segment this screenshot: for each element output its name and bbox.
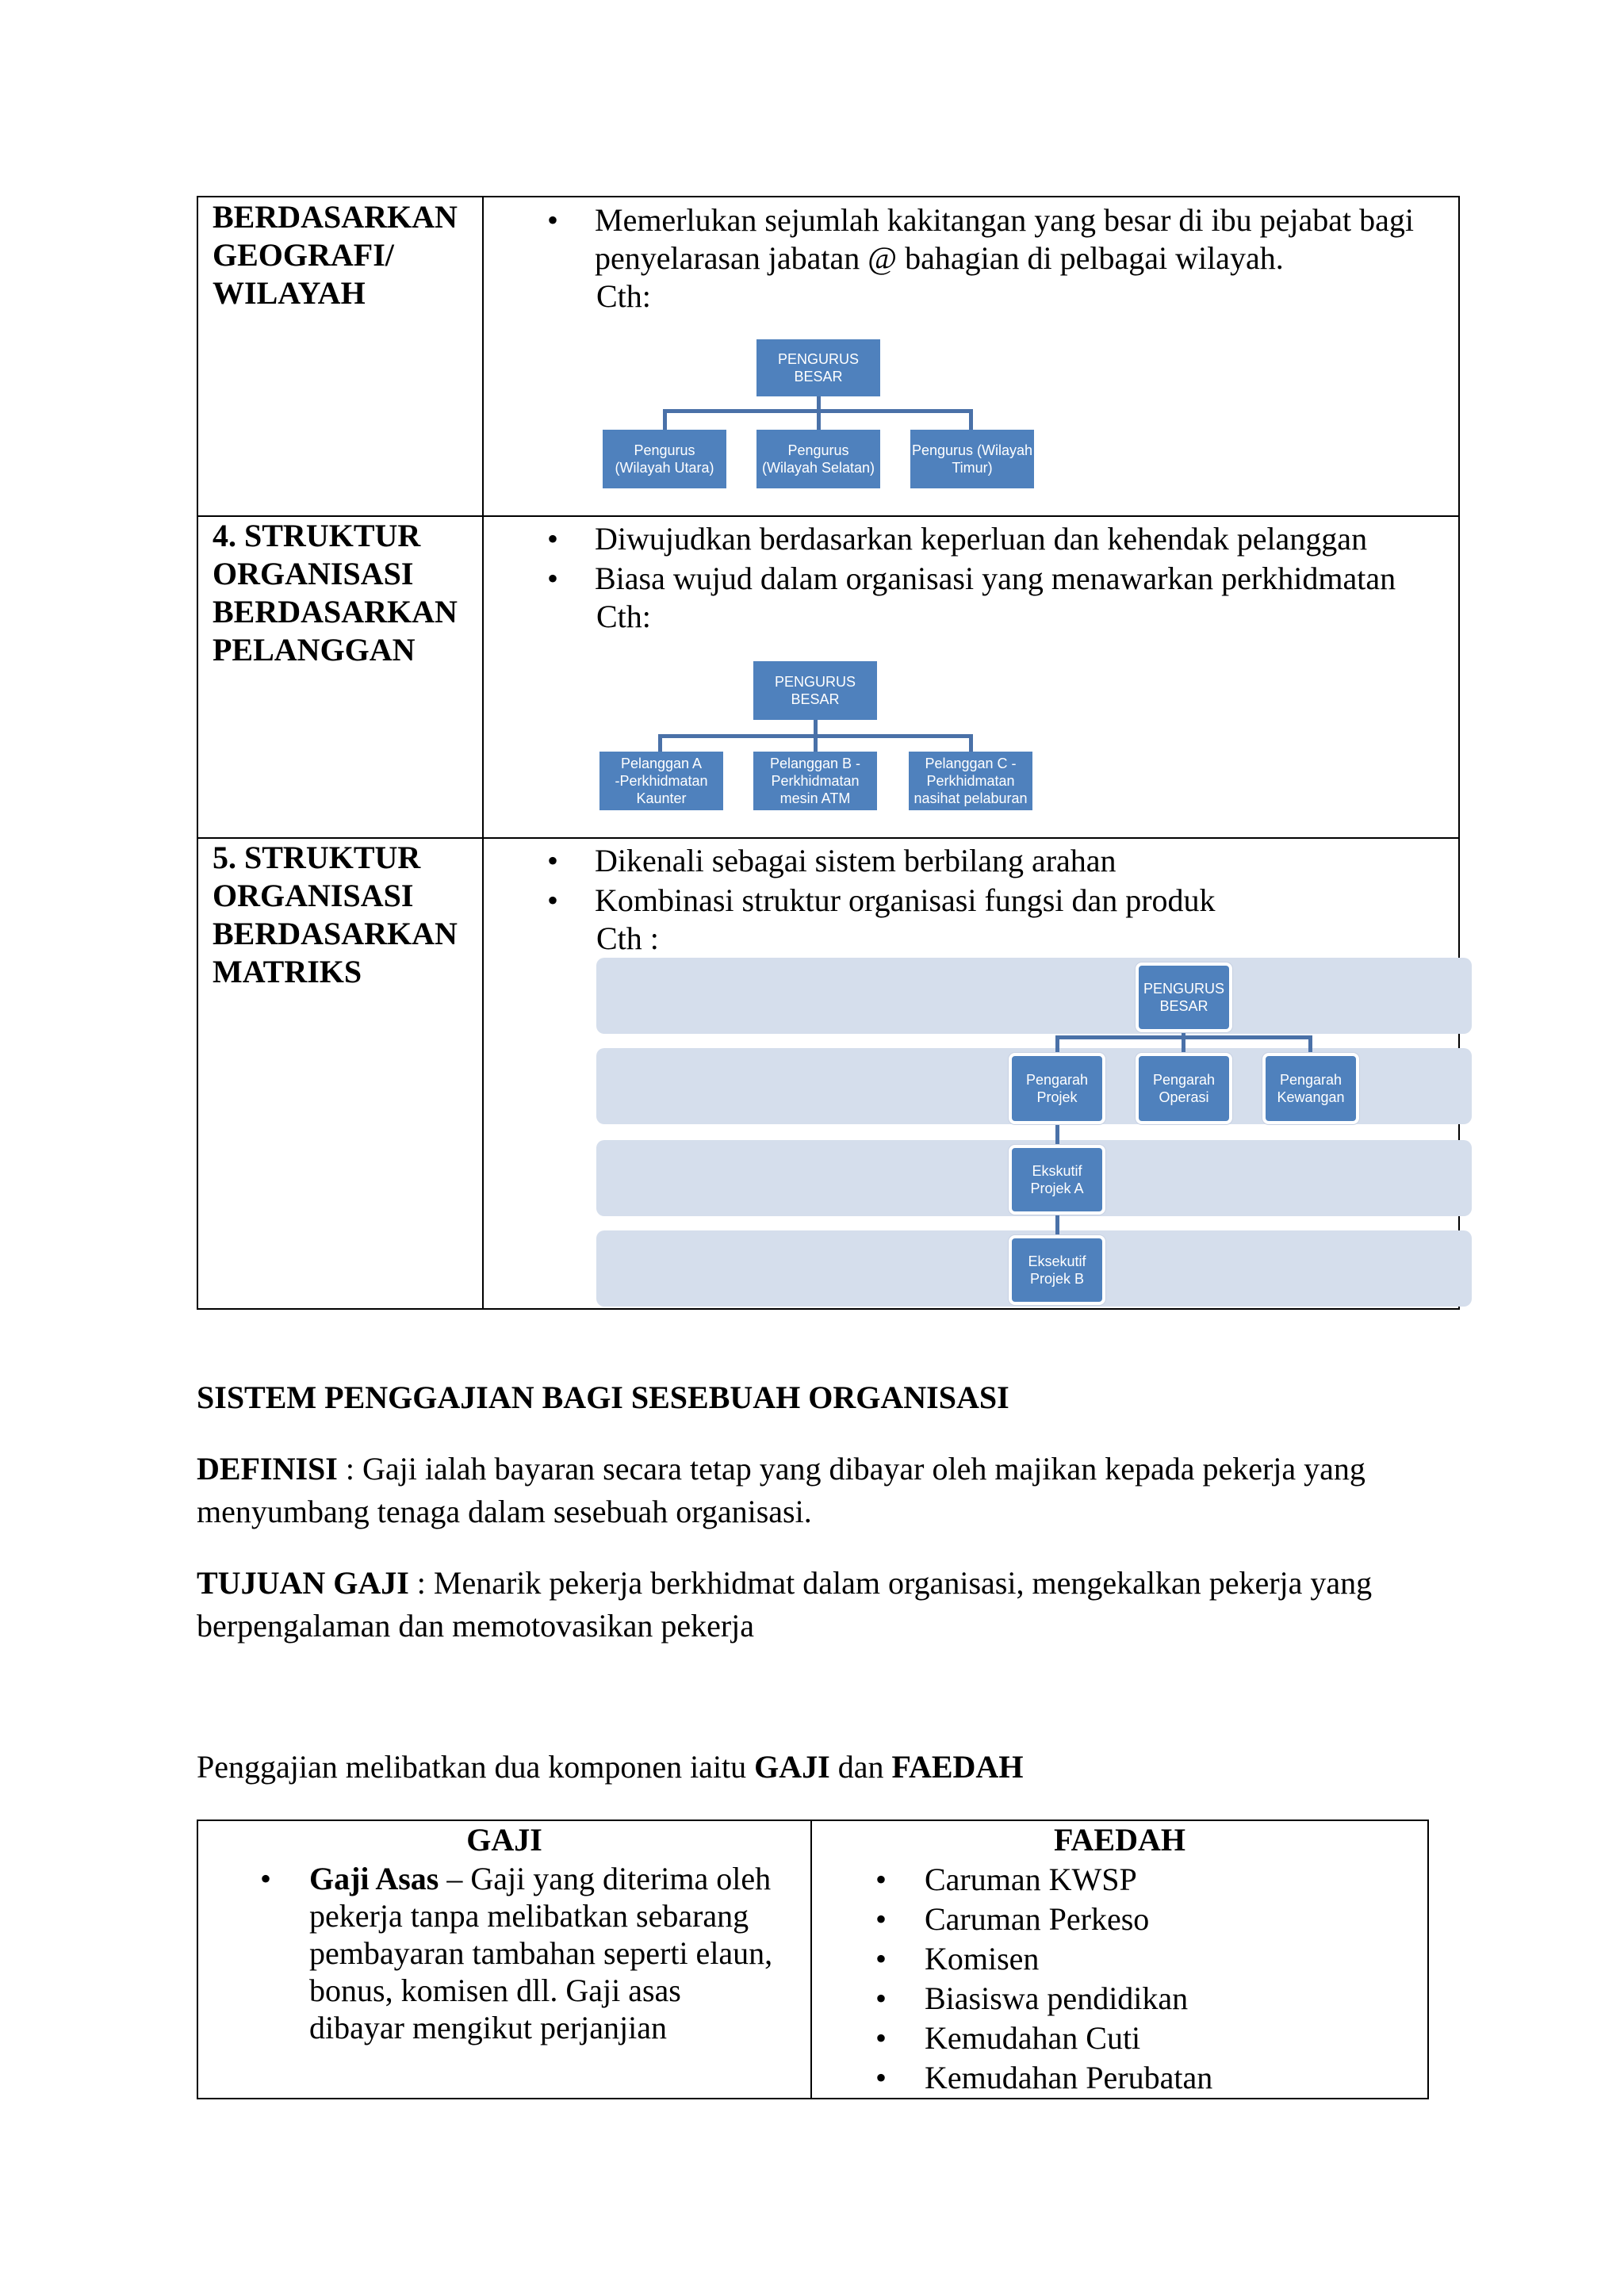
- example-label: Cth:: [596, 278, 651, 314]
- org-box-child: Pelanggan A -Perkhidmatan Kaunter: [599, 752, 723, 810]
- org-box-level2: Pengarah Kewangan: [1262, 1053, 1359, 1124]
- org-box-top: PENGURUS BESAR: [1136, 962, 1232, 1032]
- list-item: • Kemudahan Perubatan: [875, 2060, 1213, 2095]
- matrix-band: [596, 958, 1472, 1034]
- komponen-paragraph: Penggajian melibatkan dua komponen iaitu GAJI dan FAEDAH: [197, 1749, 1024, 1785]
- org-box-top: PENGURUS BESAR: [756, 339, 880, 396]
- org-box-level2: Pengarah Projek: [1009, 1053, 1105, 1124]
- faedah-list: [875, 1860, 1423, 2098]
- org-box-child: Pengurus (Wilayah Utara): [603, 430, 726, 488]
- org-box-top: PENGURUS BESAR: [753, 661, 877, 720]
- list-item: • Kemudahan Cuti: [875, 2020, 1141, 2056]
- org-box-child: Pelanggan B - Perkhidmatan mesin ATM: [753, 752, 877, 810]
- section-heading: SISTEM PENGGAJIAN BAGI SESEBUAH ORGANISASI: [197, 1380, 1009, 1415]
- row-label-matriks: 5. STRUKTUR ORGANISASI BERDASARKAN MATRIKS: [213, 840, 458, 989]
- list-item: • Biasiswa pendidikan: [875, 1980, 1189, 2016]
- org-box-child: Pengurus (Wilayah Timur): [910, 430, 1034, 488]
- org-box-level3: Ekskutif Projek A: [1009, 1145, 1105, 1215]
- faedah-header: FAEDAH: [1054, 1822, 1185, 1858]
- row-label-geografi: BERDASARKAN GEOGRAFI/ WILAYAH: [213, 199, 458, 311]
- definisi-paragraph: DEFINISI : Gaji ialah bayaran secara tetap yang dibayar oleh majikan kepada pekerja yang menyumbang tenaga dalam sesebuah organisasi.: [197, 1451, 1365, 1529]
- gaji-header: GAJI: [466, 1822, 542, 1858]
- tujuan-paragraph: TUJUAN GAJI : Menarik pekerja berkhidmat dalam organisasi, mengekalkan pekerja yang berpengalaman dan memotovasikan pekerja: [197, 1565, 1373, 1644]
- org-box-child: Pengurus (Wilayah Selatan): [756, 430, 880, 488]
- example-label: Cth:: [596, 599, 651, 634]
- list-item: • Caruman Perkeso: [875, 1901, 1150, 1937]
- org-box-child: Pelanggan C - Perkhidmatan nasihat pelaburan: [909, 752, 1032, 810]
- list-item: • Komisen: [875, 1941, 1040, 1976]
- row-label-pelanggan: 4. STRUKTUR ORGANISASI BERDASARKAN PELANGGAN: [213, 518, 458, 668]
- example-label: Cth :: [596, 920, 659, 956]
- list-item: • Caruman KWSP: [875, 1862, 1137, 1897]
- org-box-level4: Eksekutif Projek B: [1009, 1235, 1105, 1305]
- org-box-level2: Pengarah Operasi: [1136, 1053, 1232, 1124]
